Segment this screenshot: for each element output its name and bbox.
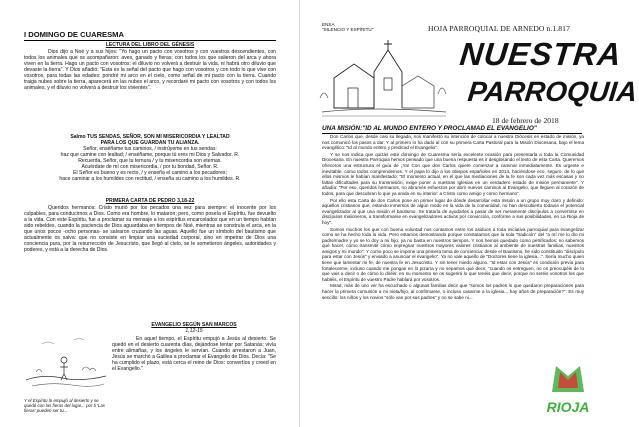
article-title: UNA MISIÓN:"ID AL MUNDO ENTERO Y PROCLAMAD EL EVANGELIO": [322, 125, 582, 134]
sketch-caption: Y el Espíritu lo empujó al desierto y se quedó con las fieras del lugar... por ti 'Las fieras' pueden ser tu...: [24, 398, 105, 414]
second-reading-text: Queridos hermanos: Cristo murió por los pecados una vez para siempre: el inocente por los culpables, para conducirnos a Dios. Como era hombre, lo mataron; pero, como poseía el Espíritu, fue devuelto a la vida. Con este Espíritu, fue a proclamar su mensaje a los espíritus encarcelados que en un tiempo habían sido rebeldes, cuando la paciencia de Dios aguardaba en tiempos de Noé, mientras se construía el arca, en la que unos pocos -ocho personas- se salvaron cruzando las aguas. Aquello fue un símbolo del bautismo que actualmente os salva: que no consiste en limpiar una suciedad corporal, sino en impetrar de Dios una conciencia pura, por la resurrección de Jesucristo, que llegó al cielo, se le sometieron ángeles, autoridades y poderes, y está a la derecha de Dios.: [24, 205, 276, 254]
first-reading: [24, 42, 276, 91]
psalm-line: Señor, enséñame tus caminos, / instrúyeme en tus sendas:: [83, 146, 217, 153]
psalm-line: Recuerda, Señor, que tu ternura / y tu misericordia son eternas.: [78, 158, 222, 165]
gospel-ref: 1,12-15: [185, 328, 203, 335]
psalm-response-2: PARA LOS QUE GUARDAN TU ALIANZA.: [100, 140, 200, 147]
psalm-line: El Señor es bueno y es recto, / y enseña el camino a los pecadores;: [73, 170, 227, 177]
parish-sheet-label: HOJA PARROQUIAL DE ARNEDO n.1.817: [428, 24, 570, 33]
gospel-text: En aquel tiempo, el Espíritu empujó a Jesús al desierto. Se quedó en el desierto cuarenta días, dejándose tentar por Satanás; vivía entre alimañas, y los ángeles le servían. Cuando arrestaron a Juan, Jesús se marchó a Galilea a proclamar el Evangelio de Dios. Decía: "Se ha cumplido el plazo, está cerca el reino de Dios: convertíos y creed en el Evangelio.": [112, 336, 276, 373]
gospel-heading: EVANGELIO SEGÚN SAN MARCOS: [151, 322, 237, 328]
article-paragraph: Don Carlos que, desde casi su llegada, nos manifestó su intención de colocar a nuestra Diócesis en estado de misión, ya nos comunicó los pasos a dar. Y al primero lo ha dado al con su primera Carta Pastoral para la Misión Diocesana, bajo el lema evangélico: "Id al mundo entero y predicad el Evangelio".: [322, 134, 584, 151]
psalm-line: Acuérdate de mí con misericordia, / por tu bondad, Señor. R.: [81, 164, 219, 171]
church-sketch-icon: [314, 28, 454, 122]
article-paragraph: Por ello esta Carta de don Carlos pone en primer lugar de dónde desarrollar esta misión a un grupo muy claro y definido: aquellos cristianos que, estando inmersos de algún modo en la vida de la comunidad, no han descubierto todavía el potencial evangelizador al que una misión el bautismo. Se trataría de ayudarles a pasar de ser meramente discípulos a convertirse en discípulos misioneros, a transformarse en evangelizadores activos por convicción, conforme a sus posibilidades, en La Rioja de hoy".: [322, 197, 584, 225]
psalm-line: hace caminar a los humildes con rectitud, / enseña su camino a los humildes. R.: [59, 176, 241, 183]
page-title: I DOMINGO DE CUARESMA: [24, 30, 276, 41]
desert-sketch-icon: [22, 330, 108, 394]
second-reading-ref: 3,18-22: [177, 198, 195, 204]
article-paragraph: Somos muchos los que con buena voluntad nos contamos entre los asiduos a toda iniciativa parroquial para evangelizar como se ha hecho toda la vida. Pero estamos demostrando porque constatamos que la sola "tradición" del "a mí me lo dio mi padre/madre y yo se lo doy a mi hijo, ya no basta en nuestros tiempos. Y nos hemos quedado como petrificados: no sabemos qué hacer, cómo transmitir cómo impregnar nuestros mayores valores cristianos al ambiente de nuestras familias, nuestros amigos y mi mundo". Y como poco se impone una primera toma de conciencia: desde el Bautismo, he sido constituido "discípulo para estar con Jesús" y enviado a anunciar el evangelio". Ya no vale aquello de "Doctores tiene la iglesia...". Sería mucho quien tiene que lamentar mi fe, de nuestra fe en Jesucristo. Y sin tener miedo alguno. "Id estar con Jesús" es condición previa para fortalecerme, incluso cuando me pongan en lo pizarra y no sepamos qué decir, "cuando os entreguen, no os preocupéis de lo que vais a decir o de cómo lo diréis: en su momento se os sugerirá lo que tenéis que decir, porque no seréis vosotros los que habléis, el Espíritu de vuestro Padre hablará por vosotros.: [322, 226, 584, 282]
article-paragraph: Mirad, más de uno ver ha escuchado o algunas familias decir que "somos los padres lo que quedaron preparaciones para hacer la primera comunión a mi nieta/hijo, al confirmarse, o incluso casarme a la iglesia... hay años de preparación?". Es muy sencillo: los niños y los novios "sólo van por sus padres" y no se sabe ni...: [322, 283, 584, 300]
first-reading-text: Dios dijo a Noé y a sus hijos: "Yo hago un pacto con vosotros y con vuestros descendientes, con todos los animales que os acompañaron: aves, ganado y fieras; con todos los que salieron del arca y ahora viven en la tierra. Hago un pacto con vosotros: el diluvio no volverá a destruir la vida, ni habrá otro diluvio que devaste la tierra". Y Dios añadió: "Esta es la señal del pacto que hago con vosotros y con todo lo que vive con vosotros, para todas las edades: pondré mi arco en el cielo, como señal de mi pacto con la tierra. Cuando traiga nubes sobre la tierra, aparecerá en las nubes el arco, y recordaré mi pacto con vosotros y con todos los animales, y el diluvio no volverá a destruir los vivientes".: [24, 49, 276, 92]
first-reading-heading: LECTURA DEL LIBRO DEL GÉNESIS: [105, 42, 195, 48]
psalm-response: Salmo TUS SENDAS, SEÑOR, SON MI MISERICORDIA Y LEALTAD: [70, 134, 230, 140]
article-paragraph: Y se nos indica que quizás este domingo de Cuaresma sería excelente ocasión para presentarla a toda la Comunidad Diocesana. En nuestra Parroquia hemos pensado que una buena respuesta es ir desglosando el texto de esta Carta. Queremos ofreceros una estructura el guía de ¡Ya! Con que don Carlos quiere comenzar a caminar inmediatamente. Es urgente e inevitable, como todos comprendemos. Y el papa lo dijo a los obispos españoles en 2014, haciéndose eco, seguro, de lo que ellos mismos le habían manifestado: "El momento actual, en el que las mediaciones de la fe son cada vez más escasas y no faltan dificultades para su transmisión, exige poner a vuestras Iglesias en un verdadero estado de misión permanente". Y añadía: "Por eso, queridos hermanos, no abrumés esfuerzos por abrir nuevos caminos al Evangelio, que lleguen al corazón de todos, para que descubran lo que ya anida en su interior: a Cristo como amigo y como hermano".: [322, 151, 584, 196]
left-page: [0, 0, 300, 427]
psalm-line: haz que camine con lealtad; / enséñame, porque tú eres mi Dios y Salvador. R.: [60, 152, 240, 159]
small-label: ENSA "SILENCIO Y ESPÍRITU": [322, 22, 374, 33]
rioja-logo-text: RIOJA: [546, 399, 590, 415]
right-page: [300, 0, 639, 427]
second-reading: [24, 198, 276, 253]
article-body: [322, 134, 584, 301]
rioja-logo-icon: [538, 362, 598, 424]
issue-date: 18 de febrero de 2018: [492, 116, 559, 125]
brand-title-line-1: NUESTRA: [458, 36, 624, 72]
brand-title-line-2: PARROQUIA: [466, 76, 639, 107]
gospel: [112, 322, 276, 372]
second-reading-heading: [24, 198, 276, 204]
second-reading-title: PRIMERA CARTA DE PEDRO: [105, 198, 176, 204]
psalm: [24, 134, 276, 182]
